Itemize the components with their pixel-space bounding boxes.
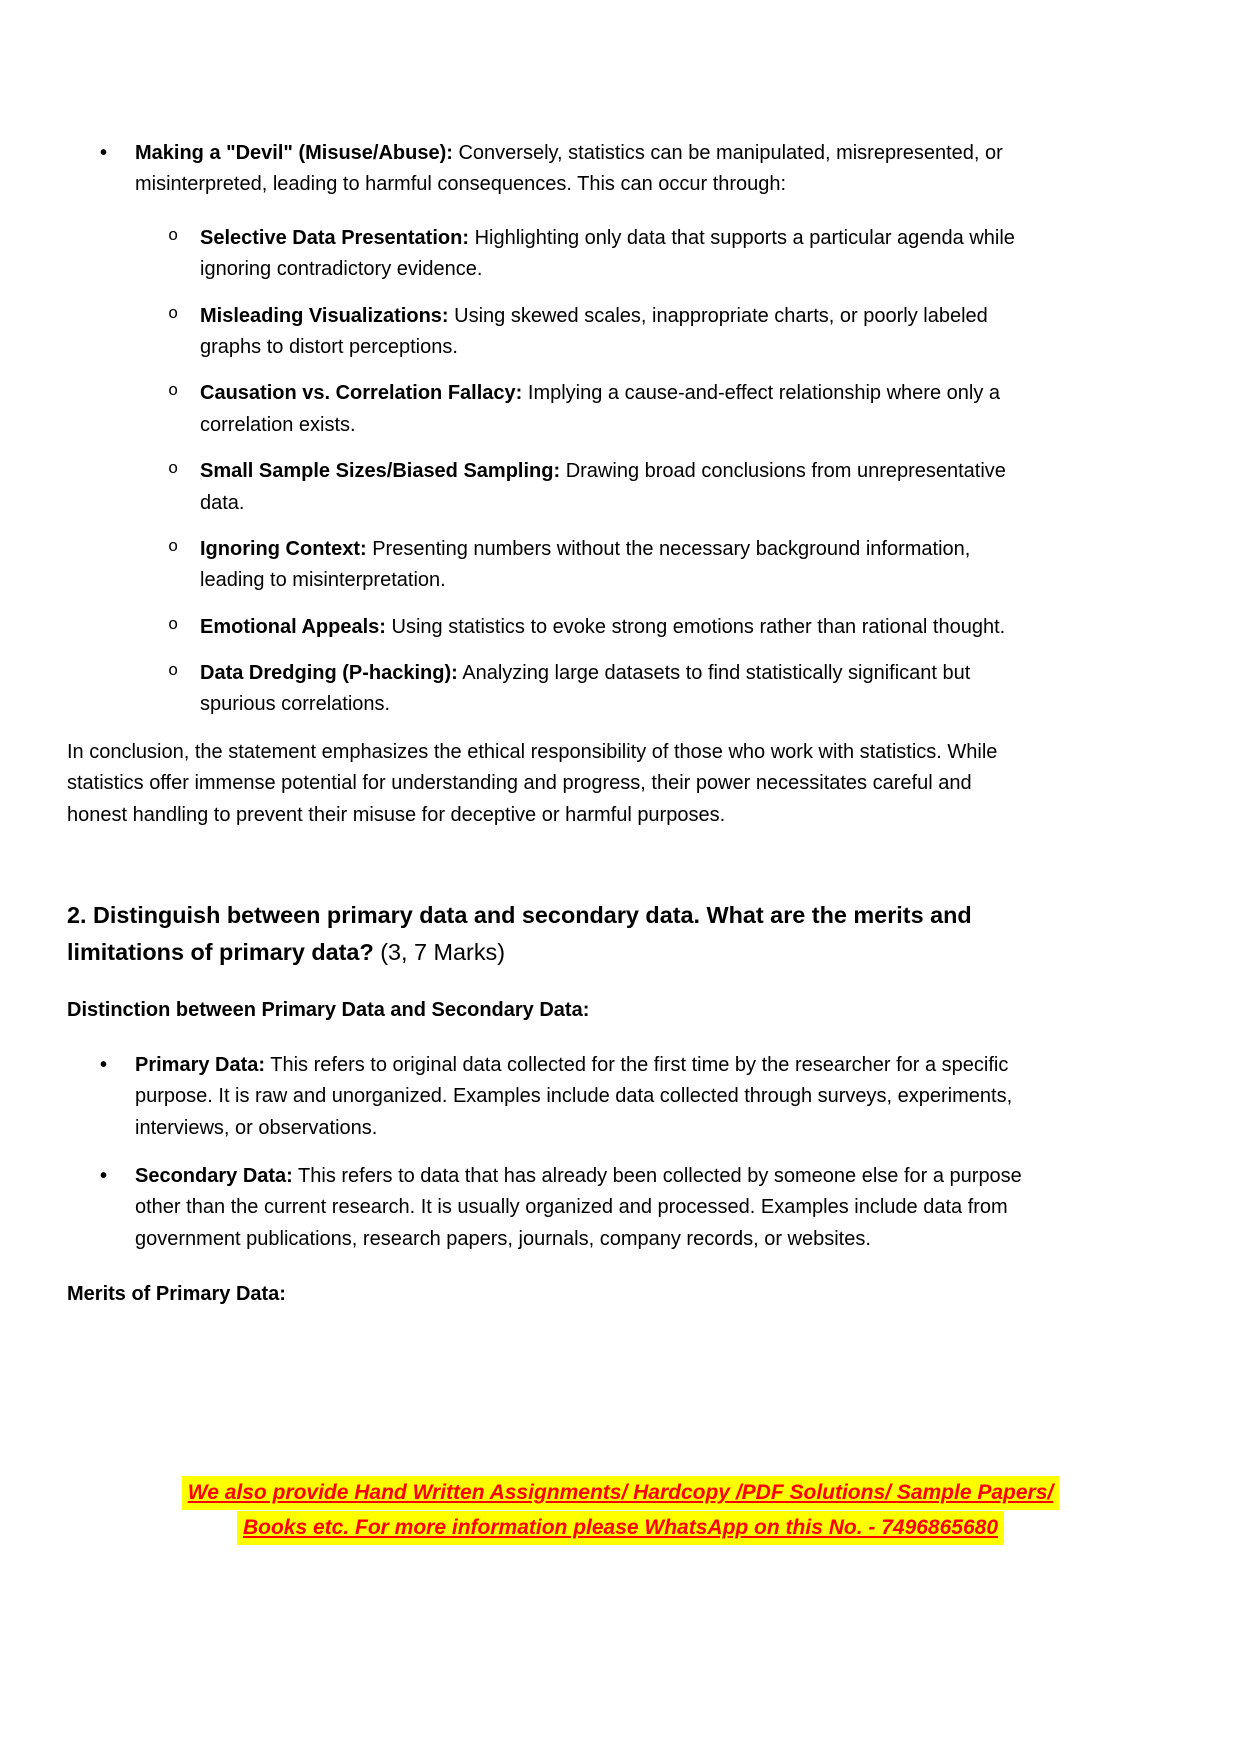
list-item-body xyxy=(200,301,1031,364)
item-label: Data Dredging (P-hacking): xyxy=(200,662,458,685)
item-text: Using skewed scales, inappropriate charts, or poorly labeled graphs to distort perceptions. xyxy=(200,304,988,358)
item-text: This refers to original data collected for the first time by the researcher for a specific purpose. It is raw and unorganized. Examples include data collected through surveys, experiments, interviews, or observations. xyxy=(135,1053,1013,1139)
item-text: Analyzing large datasets to find statistically significant but spurious correlations. xyxy=(200,662,971,716)
list-item-selective-data xyxy=(67,223,1031,286)
circle-bullet-icon: o xyxy=(168,460,179,480)
footer-line-1: We also provide Hand Written Assignments/ Hardcopy /PDF Solutions/ Sample Papers/ xyxy=(182,1476,1059,1510)
bullet-icon: • xyxy=(100,1165,108,1188)
list-item-misuse xyxy=(67,138,1031,201)
bullet-icon: • xyxy=(100,1053,108,1076)
misuse-text: Conversely, statistics can be manipulated, misrepresented, or misinterpreted, leading to harmful consequences. This can occur through: xyxy=(135,142,1003,196)
circle-bullet-icon: o xyxy=(168,662,179,682)
list-item-body xyxy=(200,223,1031,286)
list-item-secondary-data xyxy=(67,1161,1031,1255)
list-item-causation-correlation xyxy=(67,378,1031,441)
item-label: Causation vs. Correlation Fallacy: xyxy=(200,382,523,405)
item-label: Emotional Appeals: xyxy=(200,615,386,638)
bullet-icon: • xyxy=(100,142,108,164)
item-label: Secondary Data: xyxy=(135,1165,293,1188)
footer-line-2: Books etc. For more information please WhatsApp on this No. - 7496865680 xyxy=(237,1511,1004,1545)
misuse-label: Making a "Devil" (Misuse/Abuse): xyxy=(135,142,453,164)
circle-bullet-icon: o xyxy=(168,615,179,635)
item-label: Misleading Visualizations: xyxy=(200,304,449,327)
question-2-marks: (3, 7 Marks) xyxy=(380,938,505,965)
list-item-small-sample xyxy=(67,456,1031,519)
list-item-primary-data xyxy=(67,1050,1031,1144)
item-text: Presenting numbers without the necessary background information, leading to misinterpretation. xyxy=(200,537,971,592)
data-types-list xyxy=(67,1050,1031,1255)
document-content xyxy=(67,138,1031,1311)
item-text: Using statistics to evoke strong emotions rather than rational thought. xyxy=(391,615,1006,638)
list-item-body xyxy=(200,534,1031,597)
item-label: Primary Data: xyxy=(135,1053,266,1076)
list-item-misleading-visualizations xyxy=(67,301,1031,364)
circle-bullet-icon: o xyxy=(168,537,179,557)
list-item-data-dredging xyxy=(67,658,1031,721)
list-item-emotional-appeals xyxy=(67,612,1031,643)
list-item-body xyxy=(135,138,1031,201)
item-label: Selective Data Presentation: xyxy=(200,226,469,249)
conclusion-paragraph: In conclusion, the statement emphasizes the ethical responsibility of those who work with statistics. While statistics offer immense potential for understanding and progress, their power necessitates careful and honest handling to prevent their misuse for deceptive or harmful purposes. xyxy=(67,740,998,826)
circle-bullet-icon: o xyxy=(168,304,179,324)
item-text: Drawing broad conclusions from unrepresentative data. xyxy=(200,460,1006,514)
list-item-body xyxy=(135,1050,1031,1144)
item-text: This refers to data that has already been collected by someone else for a purpose other than the current research. It is usually organized and processed. Examples include data from government publications, research papers, journals, company records, or websites. xyxy=(135,1165,1022,1250)
circle-bullet-icon: o xyxy=(168,226,179,246)
merits-heading: Merits of Primary Data: xyxy=(67,1283,286,1306)
circle-bullet-icon: o xyxy=(168,382,179,402)
list-item-body xyxy=(200,378,1031,441)
list-item-body xyxy=(200,658,1031,721)
distinction-heading: Distinction between Primary Data and Secondary Data: xyxy=(67,998,590,1021)
list-item-ignoring-context xyxy=(67,534,1031,597)
item-text: Highlighting only data that supports a particular agenda while ignoring contradictory evidence. xyxy=(200,226,1015,281)
footer-banner xyxy=(0,1476,1241,1546)
list-item-body xyxy=(200,456,1031,519)
question-2-text: 2. Distinguish between primary data and secondary data. What are the merits and limitations of primary data? xyxy=(67,902,972,965)
item-text: Implying a cause-and-effect relationship where only a correlation exists. xyxy=(200,382,1001,436)
item-label: Small Sample Sizes/Biased Sampling: xyxy=(200,460,561,483)
list-item-body xyxy=(135,1161,1031,1255)
list-item-body xyxy=(200,612,1031,643)
question-2-heading xyxy=(67,897,997,970)
misuse-sublist xyxy=(67,223,1031,721)
item-label: Ignoring Context: xyxy=(200,537,367,560)
